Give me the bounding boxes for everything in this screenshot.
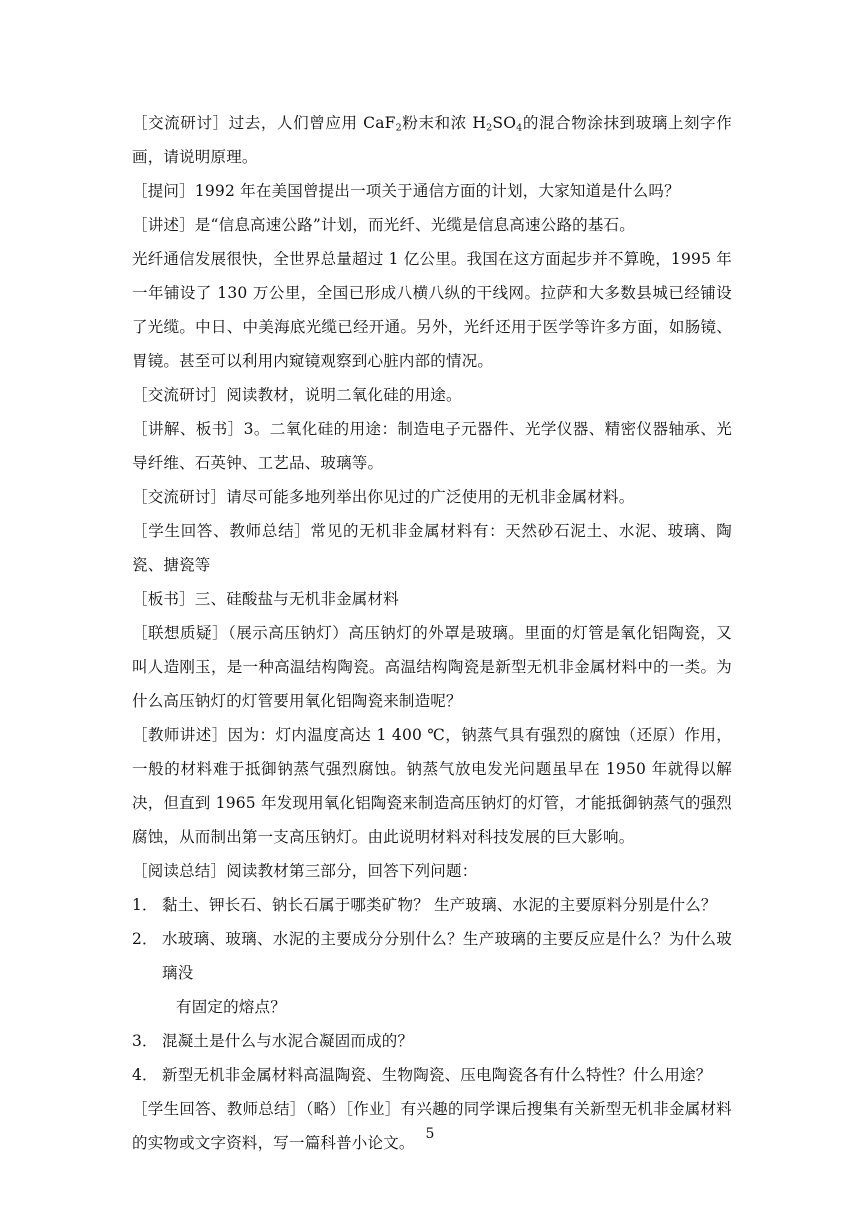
paragraph-teacher-explains: ［教师讲述］因为：灯内温度高达 1 400 ℃，钠蒸气具有强烈的腐蚀（还原）作用，一般的材料难于抵御钠蒸气强烈腐蚀。钠蒸气放电发光问题虽早在 1950 年就得以解决，但直到 1965 年发现用氧化铝陶瓷来制造高压钠灯的灯管，才能抵御钠蒸气的强烈腐蚀，从而制出第一支高压钠灯。由此说明材料对科技发展的巨大影响。 [132, 726, 733, 846]
question-item-3 [132, 1024, 732, 1058]
subscript: 2 [395, 122, 402, 134]
question-number: 2． [132, 930, 158, 948]
page-number: 5 [425, 1126, 435, 1142]
question-number: 4． [132, 1066, 158, 1084]
paragraph-homework: ［学生回答、教师总结］（略）［作业］有兴趣的同学课后搜集有关新型无机非金属材料的实物或文字资料，写一篇科普小论文。 [132, 1100, 732, 1152]
paragraph-reading-summary: ［阅读总结］阅读教材第三部分，回答下列问题： [132, 862, 478, 880]
text-run: ［交流研讨］过去，人们曾应用 CaF [132, 114, 396, 132]
question-text: 新型无机非金属材料高温陶瓷、生物陶瓷、压电陶瓷各有什么特性？什么用途？ [162, 1066, 712, 1084]
question-text-continued: 有固定的熔点？ [176, 998, 286, 1016]
paragraph-lecture-info-highway: ［讲述］是“信息高速公路”计划，而光纤、光缆是信息高速公路的基石。 [132, 216, 635, 234]
subscript: 2 [486, 122, 493, 134]
question-text: 水玻璃、玻璃、水泥的主要成分分别什么？生产玻璃的主要反应是什么？为什么玻璃没 [162, 930, 732, 982]
question-item-2 [132, 922, 732, 1024]
question-number: 1． [132, 896, 158, 914]
question-item-1 [132, 888, 732, 922]
question-number: 3． [132, 1032, 158, 1050]
document-body [132, 106, 732, 1160]
text-run: 的混合物涂抹到玻璃上刻字作画，请说明原理。 [132, 114, 732, 166]
text-run: SO [492, 114, 517, 132]
paragraph-common-materials: ［学生回答、教师总结］常见的无机非金属材料有：天然砂石泥土、水泥、玻璃、陶瓷、搪瓷等 [132, 522, 732, 574]
paragraph-sio2-uses: ［讲解、板书］3。二氧化硅的用途：制造电子元器件、光学仪器、精密仪器轴承、光导纤维、石英钟、工艺品、玻璃等。 [132, 420, 732, 472]
paragraph-board-silicate: ［板书］三、硅酸盐与无机非金属材料 [132, 590, 399, 608]
paragraph-fiber-development: 光纤通信发展很快，全世界总量超过 1 亿公里。我国在这方面起步并不算晚，1995 年一年铺设了 130 万公里，全国已形成八横八纵的干线网。拉萨和大多数县城已经铺设了光缆。中日、中美海底光缆已经开通。另外，光纤还用于医学等许多方面，如肠镜、胃镜。甚至可以利用内窥镜观察到心脏内部的情况。 [132, 250, 732, 370]
subscript: 4 [516, 122, 523, 134]
question-text: 混凝土是什么与水泥合凝固而成的？ [162, 1032, 414, 1050]
question-item-4 [132, 1058, 732, 1092]
paragraph-list-materials: ［交流研讨］请尽可能多地列举出你见过的广泛使用的无机非金属材料。 [132, 488, 635, 506]
paragraph-sodium-lamp: ［联想质疑］（展示高压钠灯）高压钠灯的外罩是玻璃。里面的灯管是氧化铝陶瓷，又叫人造刚玉，是一种高温结构陶瓷。高温结构陶瓷是新型无机非金属材料中的一类。为什么高压钠灯的灯管要用氧化铝陶瓷来制造呢？ [132, 624, 732, 710]
question-text: 黏土、钾长石、钠长石属于哪类矿物？ 生产玻璃、水泥的主要原料分别是什么？ [162, 896, 717, 914]
text-run: 粉末和浓 H [401, 114, 487, 132]
paragraph-exchange-discussion-etching [132, 106, 732, 174]
paragraph-question-1992: ［提问］1992 年在美国曾提出一项关于通信方面的计划，大家知道是什么吗？ [132, 182, 680, 200]
paragraph-read-sio2-uses: ［交流研讨］阅读教材，说明二氧化硅的用途。 [132, 386, 462, 404]
